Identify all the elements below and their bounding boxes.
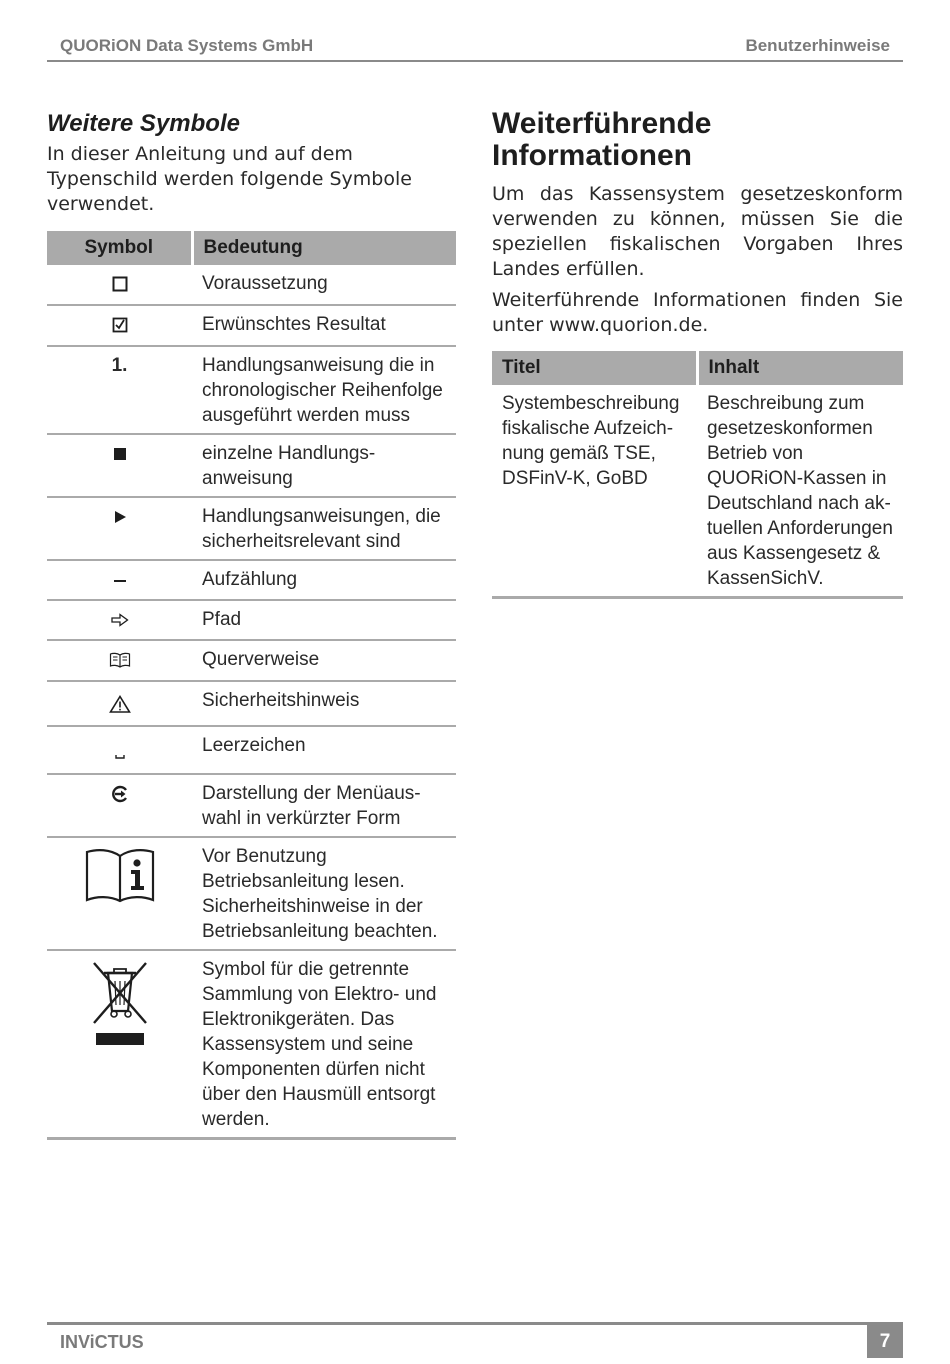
table-row: [47, 560, 456, 600]
step-number-symbol: 1.: [111, 355, 128, 376]
table-row: [47, 681, 456, 726]
symbols-table: [47, 231, 456, 1140]
info-paragraph-1: Um das Kassensystem gesetzeskonform verwenden zu können, müssen Sie die speziellen fiskalischen Vorgaben Ihres Landes erfüllen.: [492, 183, 903, 280]
space-symbol-icon: [113, 743, 127, 761]
page-header: [47, 34, 903, 62]
symbols-section: [47, 108, 456, 1140]
table-row: [47, 346, 456, 434]
table-row: [47, 774, 456, 837]
table-row: [47, 434, 456, 497]
table-row: [47, 950, 456, 1139]
checked-checkbox-icon: [112, 317, 128, 333]
row-title: Systembeschreibung fiskalische Aufzeichnung gemäß TSE, DSFinV-K, GoBD: [492, 385, 697, 598]
page-footer: [47, 1322, 903, 1358]
filled-square-icon: [113, 447, 127, 461]
empty-checkbox-icon: [112, 276, 128, 292]
info-title-line1: Weiterführende: [492, 107, 712, 140]
row-meaning: Querverweise: [192, 640, 456, 681]
table-row: [47, 497, 456, 560]
page-number: 7: [867, 1325, 903, 1358]
triangle-right-icon: [113, 510, 127, 524]
col-symbol-header: Symbol: [47, 231, 192, 265]
header-company: QUORiON Data Systems GmbH: [60, 36, 314, 55]
col-title-header: Titel: [492, 351, 697, 385]
row-meaning: Handlungsanweisung die in chronologischer Reihenfolge ausgeführt werden muss: [192, 346, 456, 434]
table-header-row: [492, 351, 903, 385]
row-meaning: Darstellung der Menüauswahl in verkürzter Form: [192, 774, 456, 837]
row-meaning: Voraussetzung: [192, 265, 456, 305]
header-section: Benutzerhinweise: [745, 36, 890, 55]
info-section: [492, 108, 903, 599]
info-paragraph-2: Weiterführende Informationen finden Sie unter www.quorion.de.: [492, 289, 903, 336]
footer-product: INViCTUS: [60, 1332, 144, 1352]
info-title-line2: Informationen: [492, 139, 692, 172]
table-row: [47, 265, 456, 305]
info-title: [492, 108, 903, 172]
outline-arrow-icon: [111, 613, 129, 627]
table-row: [47, 837, 456, 950]
open-book-icon: [109, 652, 131, 668]
row-meaning: Aufzählung: [192, 560, 456, 600]
read-manual-icon: [85, 846, 155, 904]
warning-triangle-icon: [109, 695, 131, 713]
row-meaning: Vor Benutzung Betriebsanleitung lesen. Sicherheitshinweise in der Betriebsanleitung beachten.: [192, 837, 456, 950]
row-meaning: Handlungsanweisungen, die sicherheitsrelevant sind: [192, 497, 456, 560]
table-row: [47, 640, 456, 681]
table-header-row: [47, 231, 456, 265]
row-meaning: Leerzeichen: [192, 726, 456, 774]
row-meaning: Symbol für die getrennte Sammlung von Elektro- und Elektronikgeräten. Das Kassensystem und seine Komponenten dürfen nicht über den Hausmüll entsorgt werden.: [192, 950, 456, 1139]
table-row: [492, 385, 903, 598]
row-meaning: Sicherheitshinweis: [192, 681, 456, 726]
crossed-bin-icon: [88, 959, 152, 1047]
menu-arrow-icon: [111, 785, 129, 803]
row-meaning: einzelne Handlungsanweisung: [192, 434, 456, 497]
table-row: [47, 726, 456, 774]
dash-icon: [113, 573, 127, 587]
col-content-header: Inhalt: [697, 351, 903, 385]
symbols-intro: In dieser Anleitung und auf dem Typenschild werden folgende Symbole verwendet.: [47, 143, 412, 215]
row-content: Beschreibung zum gesetzeskonformen Betrieb von QUORiON-Kassen in Deutschland nach aktuellen Anforderungen aus Kassengesetz & KassenSichV.: [697, 385, 903, 598]
row-meaning: Erwünschtes Resultat: [192, 305, 456, 346]
col-meaning-header: Bedeutung: [192, 231, 456, 265]
table-row: [47, 600, 456, 640]
symbols-title: Weitere Symbole: [47, 110, 240, 137]
row-meaning: Pfad: [192, 600, 456, 640]
table-row: [47, 305, 456, 346]
info-table: [492, 351, 903, 599]
